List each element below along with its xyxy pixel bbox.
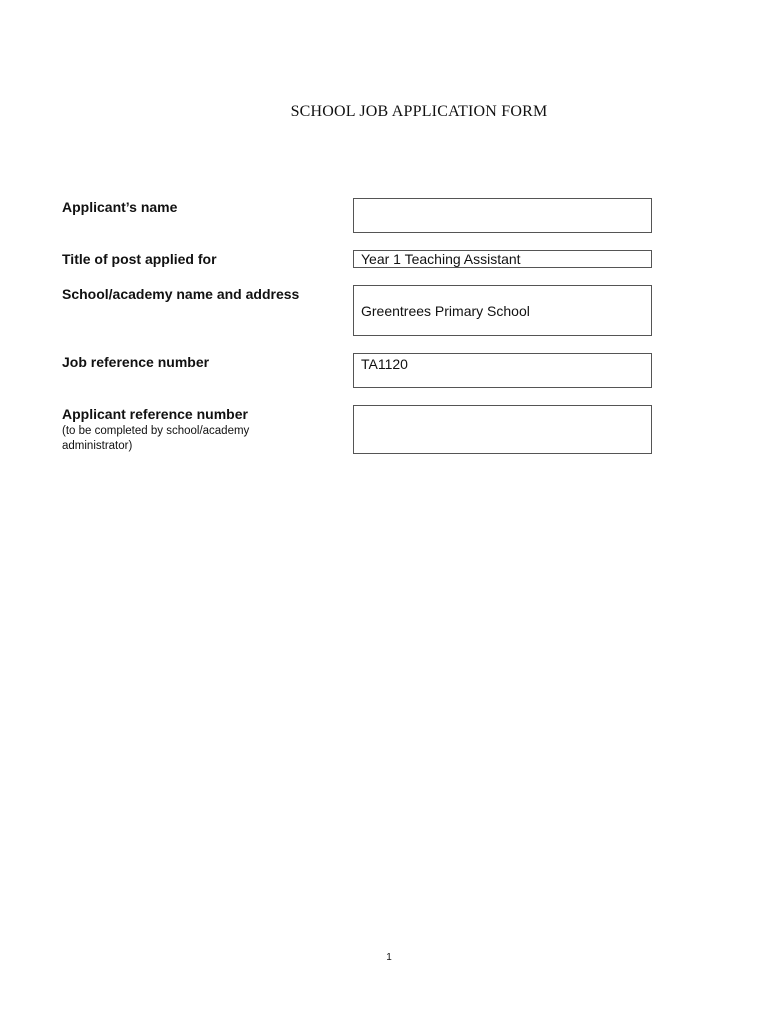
job-reference-label: Job reference number	[62, 354, 210, 370]
post-title-field[interactable]: Year 1 Teaching Assistant	[353, 250, 652, 268]
page-number: 1	[386, 952, 392, 963]
applicant-name-field[interactable]	[353, 198, 652, 233]
applicant-reference-label: Applicant reference number	[62, 406, 248, 422]
school-field[interactable]: Greentrees Primary School	[353, 285, 652, 336]
applicant-name-label: Applicant’s name	[62, 199, 178, 215]
page-title: SCHOOL JOB APPLICATION FORM	[290, 103, 548, 120]
post-title-label: Title of post applied for	[62, 251, 217, 267]
applicant-reference-field[interactable]	[353, 405, 652, 454]
job-reference-field[interactable]: TA1120	[353, 353, 652, 388]
applicant-reference-note: (to be completed by school/academy administrator)	[62, 425, 250, 452]
school-label: School/academy name and address	[62, 286, 300, 302]
